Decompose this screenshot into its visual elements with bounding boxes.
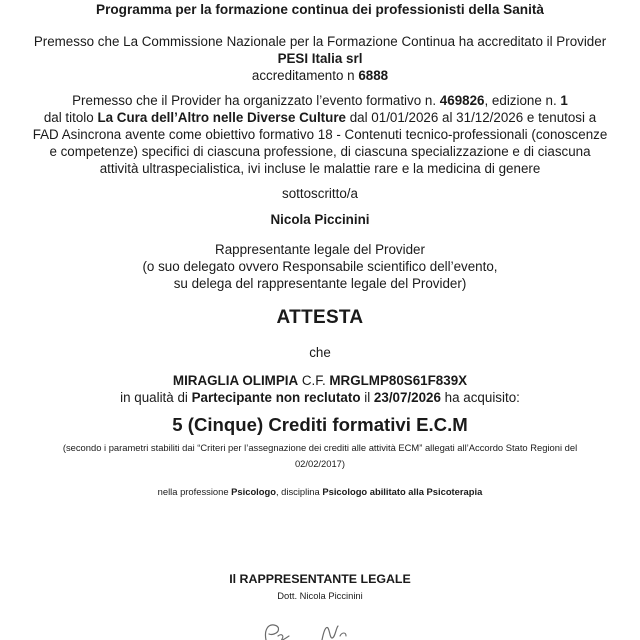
acquired-label: ha acquisito: bbox=[440, 390, 520, 405]
legal-rep-title: Il RAPPRESENTANTE LEGALE bbox=[229, 572, 411, 586]
che-label: che bbox=[309, 345, 331, 360]
sottoscritto-label: sottoscritto/a bbox=[282, 186, 358, 201]
credits-heading: 5 (Cinque) Crediti formativi E.C.M bbox=[172, 414, 468, 435]
participant-role-line bbox=[0, 389, 640, 406]
event-line-1 bbox=[0, 92, 640, 109]
credits-note-line-2: 02/02/2017) bbox=[294, 458, 346, 469]
event-title: La Cura dell’Altro nelle Diverse Culture bbox=[97, 110, 346, 125]
program-title: Programma per la formazione continua dei professionisti della Sanità bbox=[96, 2, 544, 17]
handwritten-signature bbox=[258, 616, 368, 640]
acquisition-date: 23/07/2026 bbox=[373, 390, 441, 405]
credits-note-line-1: (secondo i parametri stabiliti dai “Criteri per l’assegnazione dei crediti alle attività ECM” allegati all’Accordo Stato Regioni del bbox=[62, 442, 578, 453]
event-number: 469826 bbox=[439, 93, 485, 108]
rappresentante-line-3: su delega del rappresentante legale del Provider) bbox=[173, 276, 467, 291]
event-line-2 bbox=[0, 109, 640, 126]
attesta-heading: ATTESTA bbox=[276, 307, 364, 328]
participant-cf: MRGLMP80S61F839X bbox=[329, 373, 468, 388]
event-intro: Premesso che il Provider ha organizzato l’evento formativo n. bbox=[72, 93, 440, 108]
participant-line bbox=[0, 372, 640, 389]
profession-line bbox=[0, 486, 640, 498]
event-dates: dal 01/01/2026 al 31/12/2026 e tenutosi a bbox=[345, 110, 597, 125]
date-prefix: il bbox=[360, 390, 374, 405]
legal-rep-name: Dott. Nicola Piccinini bbox=[277, 590, 363, 601]
participant-role: Partecipante non reclutato bbox=[191, 390, 361, 405]
accreditation-label: accreditamento n bbox=[251, 68, 359, 83]
participant-name: MIRAGLIA OLIMPIA bbox=[172, 373, 299, 388]
accreditation-line bbox=[0, 67, 640, 84]
profession-prefix: nella professione bbox=[157, 486, 232, 497]
edition-label: , edizione n. bbox=[484, 93, 561, 108]
profession-name: Psicologo bbox=[231, 486, 276, 497]
edition-number: 1 bbox=[560, 93, 568, 108]
event-line-3: FAD Asincrona avente come obiettivo formativo 18 - Contenuti tecnico-professionali (conoscenze bbox=[32, 127, 608, 142]
signer-name: Nicola Piccinini bbox=[270, 212, 370, 227]
cf-label: C.F. bbox=[298, 373, 330, 388]
role-prefix: in qualità di bbox=[120, 390, 192, 405]
event-line-5: attività ultraspecialistica, ivi incluse le malattie rare e la medicina di genere bbox=[99, 161, 541, 176]
rappresentante-line-1: Rappresentante legale del Provider bbox=[215, 242, 425, 257]
discipline-name: Psicologo abilitato alla Psicoterapia bbox=[322, 486, 483, 497]
premessa-commissione: Premesso che La Commissione Nazionale per la Formazione Continua ha accreditato il Provider bbox=[33, 34, 607, 49]
discipline-prefix: , disciplina bbox=[275, 486, 323, 497]
event-line-4: e competenze) specifici di ciascuna professione, di ciascuna specializzazione e di ciascuna bbox=[49, 144, 591, 159]
title-prefix: dal titolo bbox=[43, 110, 98, 125]
rappresentante-line-2: (o suo delegato ovvero Responsabile scientifico dell’evento, bbox=[142, 259, 498, 274]
provider-name: PESI Italia srl bbox=[277, 51, 363, 66]
accreditation-number: 6888 bbox=[358, 68, 389, 83]
